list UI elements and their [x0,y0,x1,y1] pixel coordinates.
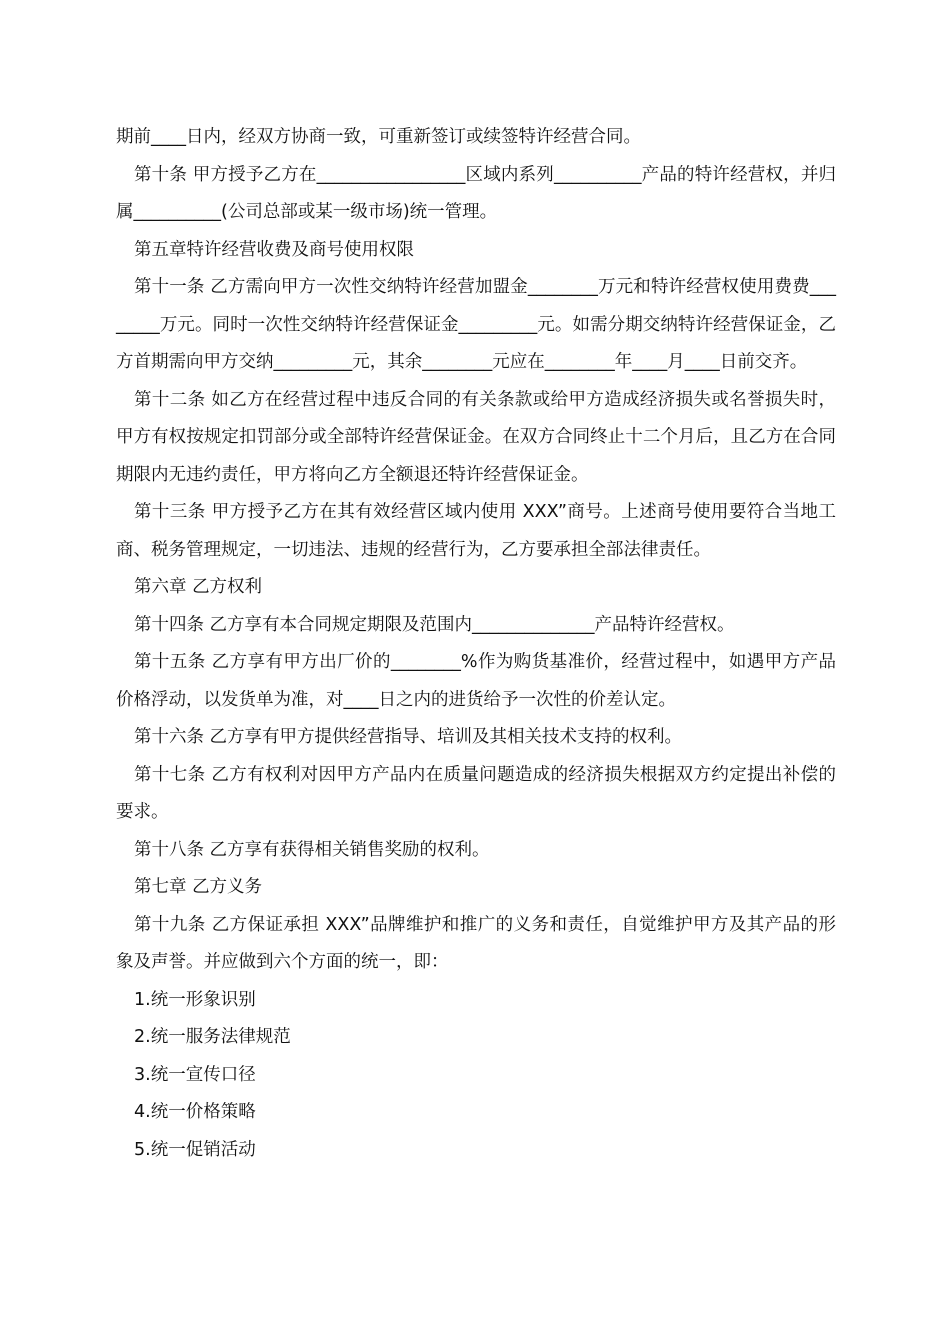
chapter-6-heading: 第六章 乙方权利 [134,577,263,597]
article-14-paragraph: 第十四条 乙方享有本合同规定期限及范围内______________产品特许经营权。 [134,614,735,635]
article-19-paragraph: 第十九条 乙方保证承担 XXX”品牌维护和推广的义务和责任，自觉维护甲方及其产品的形象及声誉。并应做到六个方面的统一，即： [116,914,836,972]
article-10-paragraph: 第十条 甲方授予乙方在_________________区域内系列__________产品的特许经营权，并归属__________(公司总部或某一级市场)统一管理。 [116,164,836,222]
document-body [116,119,836,1169]
article-15-paragraph: 第十五条 乙方享有甲方出厂价的________%作为购货基准价，经营过程中，如遇甲方产品价格浮动，以发货单为准，对____日之内的进货给予一次性的价差认定。 [116,652,836,710]
article-12-paragraph: 第十二条 如乙方在经营过程中违反合同的有关条款或给甲方造成经济损失或名誉损失时，甲方有权按规定扣罚部分或全部特许经营保证金。在双方合同终止十二个月后，且乙方在合同期限内无违约责任，甲方将向乙方全额退还特许经营保证金。 [116,389,836,485]
article-18-paragraph: 第十八条 乙方享有获得相关销售奖励的权利。 [134,839,490,860]
chapter-5-heading: 第五章特许经营收费及商号使用权限 [134,239,414,260]
list-item-5: 5.统一促销活动 [134,1139,256,1160]
list-item-4: 4.统一价格策略 [134,1102,256,1122]
article-17-paragraph: 第十七条 乙方有权利对因甲方产品内在质量问题造成的经济损失根据双方约定提出补偿的要求。 [116,764,836,822]
article-16-paragraph: 第十六条 乙方享有甲方提供经营指导、培训及其相关技术支持的权利。 [134,727,683,747]
list-item-3: 3.统一宣传口径 [134,1064,256,1085]
chapter-7-heading: 第七章 乙方义务 [134,877,263,897]
list-item-1: 1.统一形象识别 [134,989,256,1010]
list-item-2: 2.统一服务法律规范 [134,1027,291,1047]
article-11-paragraph: 第十一条 乙方需向甲方一次性交纳特许经营加盟金________万元和特许经营权使用费费________万元。同时一次性交纳特许经营保证金_________元。如需分期交纳特许经营保证金，乙方首期需向甲方交纳_________元，其余________元应在________年____月____日前交齐。 [116,277,836,372]
paragraph-continuation: 期前____日内，经双方协商一致，可重新签订或续签特许经营合同。 [116,127,641,147]
article-13-paragraph: 第十三条 甲方授予乙方在其有效经营区域内使用 XXX”商号。上述商号使用要符合当地工商、税务管理规定，一切违法、违规的经营行为，乙方要承担全部法律责任。 [116,502,836,560]
